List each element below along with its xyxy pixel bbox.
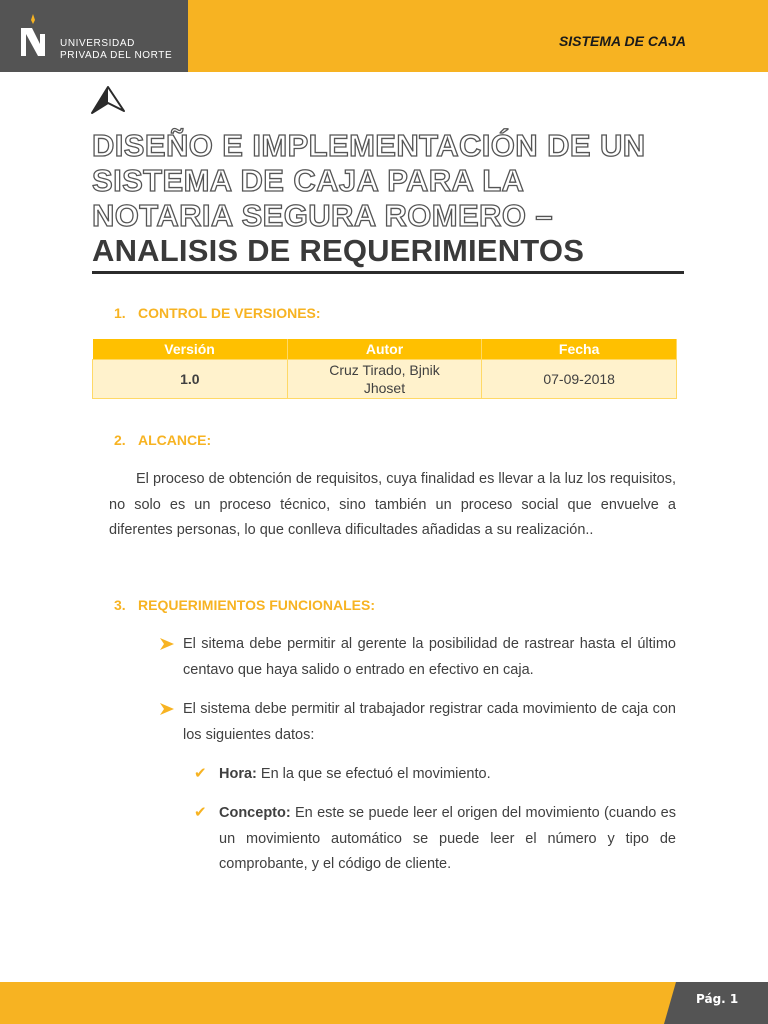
navigation-arrow-icon bbox=[90, 85, 126, 115]
column-header-author: Autor bbox=[287, 339, 482, 359]
section-title: ALCANCE: bbox=[138, 432, 212, 448]
header-title: SISTEMA DE CAJA bbox=[558, 33, 686, 49]
title-subtitle: ANALISIS DE REQUERIMIENTOS bbox=[92, 233, 585, 268]
arrow-bullet-icon bbox=[159, 702, 175, 716]
data-field-concepto bbox=[219, 801, 676, 878]
checkmark-icon: ✔ bbox=[194, 765, 207, 782]
page-footer bbox=[0, 982, 768, 1024]
title-line-3: NOTARIA SEGURA ROMERO – bbox=[92, 198, 554, 233]
logo-line-2: PRIVADA DEL NORTE bbox=[60, 50, 173, 61]
author-line-2: Jhoset bbox=[363, 379, 406, 396]
table-header-row bbox=[93, 339, 677, 359]
university-logo bbox=[0, 0, 188, 72]
footer-slant bbox=[664, 982, 676, 1024]
field-text: En la que se efectuó el movimiento. bbox=[256, 766, 491, 782]
logo-wordmark bbox=[60, 38, 172, 62]
section-heading-control-versiones bbox=[114, 305, 321, 321]
data-field-hora bbox=[219, 762, 676, 788]
alcance-paragraph: El proceso de obtención de requisitos, cuya finalidad es llevar a la luz los requisitos, no solo es un proceso técnico, sino también un proceso social que envuelve a diferentes personas, lo que conlleva dificultades añadidas a su realización.. bbox=[109, 471, 676, 538]
table-row bbox=[93, 359, 677, 398]
title-line-2: SISTEMA DE CAJA PARA LA bbox=[92, 163, 525, 198]
title-line-1: DISEÑO E IMPLEMENTACIÓN DE UN bbox=[92, 128, 646, 163]
upn-logo-icon bbox=[16, 14, 50, 58]
page-number: Pág. 1 bbox=[696, 992, 739, 1006]
logo-line-1: UNIVERSIDAD bbox=[60, 38, 135, 49]
section-number: 2. bbox=[114, 432, 126, 448]
cell-version: 1.0 bbox=[93, 359, 288, 398]
requirement-item-2: El sistema debe permitir al trabajador registrar cada movimiento de caja con los siguientes datos: bbox=[183, 701, 676, 743]
field-label: Hora: bbox=[219, 766, 257, 782]
arrow-bullet-icon bbox=[159, 637, 175, 651]
document-title bbox=[92, 128, 692, 269]
section-number: 3. bbox=[114, 597, 126, 613]
column-header-date: Fecha bbox=[482, 339, 677, 359]
section-title: REQUERIMIENTOS FUNCIONALES: bbox=[138, 597, 375, 613]
version-table bbox=[92, 339, 677, 399]
author-line-1: Cruz Tirado, Bjnik bbox=[329, 361, 440, 378]
section-heading-alcance bbox=[114, 432, 211, 448]
section-title: CONTROL DE VERSIONES: bbox=[138, 305, 321, 321]
section-number: 1. bbox=[114, 305, 126, 321]
title-divider bbox=[92, 271, 684, 274]
checkmark-icon: ✔ bbox=[194, 804, 207, 821]
column-header-version: Versión bbox=[93, 339, 288, 359]
field-label: Concepto: bbox=[219, 805, 291, 821]
cell-date: 07-09-2018 bbox=[482, 359, 677, 398]
field-text: En este se puede leer el origen del movimiento (cuando es un movimiento automático se puede leer el número y tipo de comprobante, y el código de cliente. bbox=[219, 805, 676, 872]
cell-author bbox=[287, 359, 482, 398]
section-heading-requerimientos bbox=[114, 597, 375, 613]
requirement-item-1: El sitema debe permitir al gerente la posibilidad de rastrear hasta el último centavo que haya salido o entrado en efectivo en caja. bbox=[183, 636, 676, 678]
